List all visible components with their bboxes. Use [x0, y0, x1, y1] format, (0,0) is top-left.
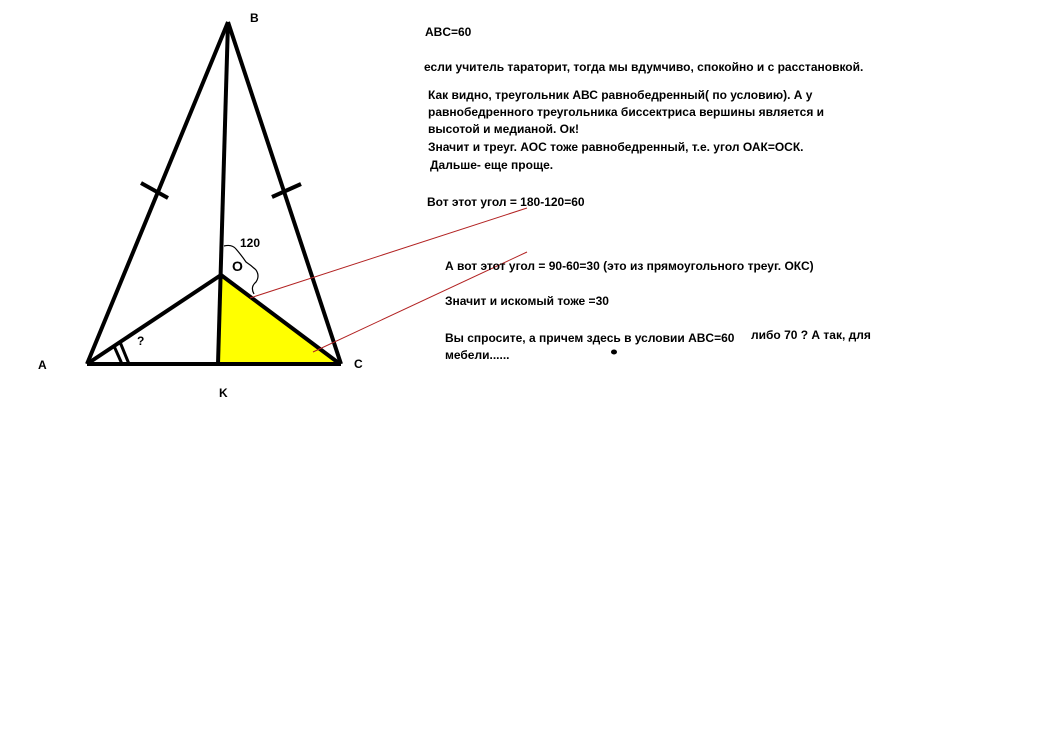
note-ask-or: либо 70 ? А так, для — [751, 328, 871, 342]
note-abc-60: ABC=60 — [425, 25, 472, 39]
note-ask-line1: Вы спросите, а причем здесь в условии ABC=60 — [445, 331, 735, 345]
label-c: C — [354, 357, 363, 371]
note-ask-line2: мебели...... — [445, 348, 510, 362]
note-para1-line2: равнобедренного треугольника биссектриса вершины является и — [428, 105, 825, 119]
note-sought: Значит и искомый тоже =30 — [445, 294, 609, 308]
note-para1-line3: высотой и медианой. Ок! — [428, 122, 579, 136]
note-para1-line5: Дальше- еще проще. — [430, 158, 554, 172]
pointer-line-60 — [250, 208, 527, 298]
label-a: A — [38, 358, 47, 372]
note-para1-line1: Как видно, треугольник АВС равнобедренный( по условию). А у — [428, 88, 813, 102]
note-angle-60: Вот этот угол = 180-120=60 — [427, 195, 585, 209]
note-angle-30: А вот этот угол = 90-60=30 (это из прямоугольного треуг. ОКС) — [445, 259, 814, 273]
note-para1-line4: Значит и треуг. АОС тоже равнобедренный, т.е. угол ОАК=ОСК. — [428, 140, 804, 154]
label-angle-120: 120 — [240, 236, 261, 250]
note-teacher: если учитель тараторит, тогда мы вдумчиво, спокойно и с расстановкой. — [424, 60, 864, 74]
label-k: K — [219, 386, 228, 400]
label-o: O — [232, 258, 243, 274]
label-b: B — [250, 11, 259, 25]
angle-mark-a-1 — [114, 346, 122, 364]
stray-dot — [611, 350, 617, 355]
label-question: ? — [137, 334, 145, 348]
